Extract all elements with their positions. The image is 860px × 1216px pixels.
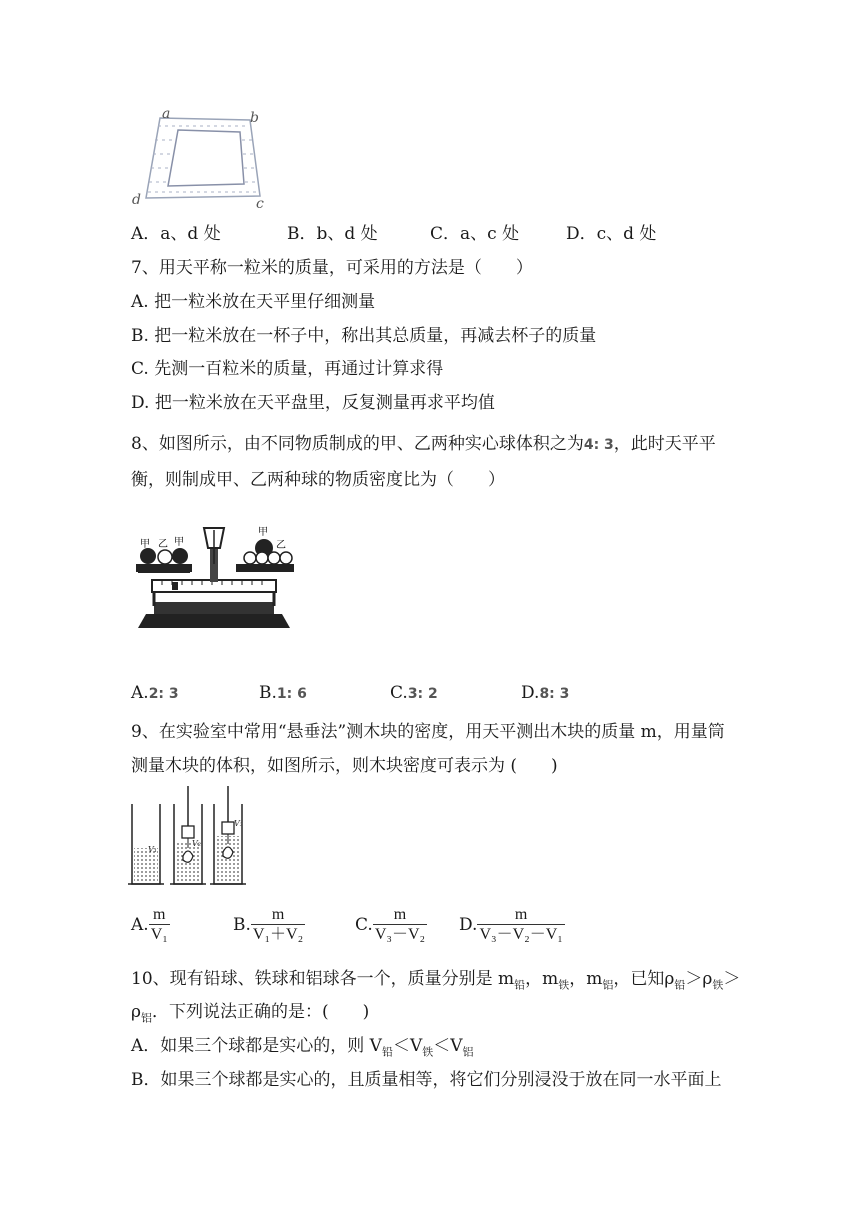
q8-volume-ratio: 4: 3 (583, 437, 614, 453)
q6-option-c[interactable]: C．a、c 处 (430, 224, 520, 244)
q6-option-b[interactable]: B．b、d 处 (287, 224, 378, 244)
graduated-cylinders-figure (128, 786, 256, 890)
q7-option-a[interactable]: A. 把一粒米放在天平里仔细测量 (131, 292, 376, 312)
q10-option-b[interactable]: B．如果三个球都是实心的，且质量相等，将它们分别浸没于放在同一水平面上 (131, 1070, 722, 1090)
q8-option-a[interactable]: A.2: 3 (131, 683, 179, 703)
q8-option-c[interactable]: C.3: 2 (390, 683, 438, 703)
q8-option-d[interactable]: D.8: 3 (521, 683, 570, 703)
label-d: d (132, 192, 141, 208)
q10-stem-line1: 10、现有铅球、铁球和铝球各一个，质量分别是 $m_铅$，$m_铁$，$m_铝$，已知$\rho_铅>\rho_铁>$ (131, 969, 741, 992)
left-label-yi: 乙 (158, 539, 168, 550)
trapezoid-frame-figure (128, 106, 278, 210)
left-label-jia-1: 甲 (140, 539, 150, 550)
q9-stem-line1: 9、在实验室中常用“悬垂法”测木块的密度，用天平测出木块的质量 m，用量筒 (131, 722, 725, 742)
q8-stem-line1: 8、如图所示，由不同物质制成的甲、乙两种实心球体积之为4: 3，此时天平平 (131, 434, 716, 454)
label-v3: V₃ (234, 819, 243, 828)
label-c: c (256, 196, 264, 210)
q7-stem: 7、用天平称一粒米的质量，可采用的方法是（ ） (131, 258, 533, 278)
q8-option-b[interactable]: B.1: 6 (259, 683, 307, 703)
q9-option-b[interactable]: B. $\frac{m}{\text{V₁＋V₂}}$ (233, 906, 304, 943)
q10-stem-line2: $\rho_铝$．下列说法正确的是：( ) (131, 1002, 370, 1025)
right-label-yi: 乙 (276, 540, 286, 551)
balance-scale-figure (132, 518, 296, 630)
label-v1: V₁ (148, 845, 157, 854)
q7-option-b[interactable]: B. 把一粒米放在一杯子中，称出其总质量，再减去杯子的质量 (131, 326, 597, 346)
q9-stem-line2: 测量木块的体积，如图所示，则木块密度可表示为 ( ) (131, 756, 558, 776)
q9-option-a[interactable]: A. $\frac{m}{\text{V₁}}$ (131, 906, 168, 943)
q6-option-a[interactable]: A．a、d 处 (131, 224, 221, 244)
label-b: b (250, 110, 259, 126)
q8-stem-line2: 衡，则制成甲、乙两种球的物质密度比为（ ） (131, 470, 505, 490)
q6-option-d[interactable]: D．c、d 处 (566, 224, 657, 244)
q7-option-d[interactable]: D. 把一粒米放在天平盘里，反复测量再求平均值 (131, 393, 495, 413)
q9-option-d[interactable]: D. $\frac{m}{\text{V₃－V₂－V₁}}$ (459, 906, 563, 943)
left-label-jia-2: 甲 (174, 537, 184, 548)
label-v2: V₂ (192, 839, 201, 848)
label-a: a (162, 106, 171, 122)
q10-option-a[interactable]: A．如果三个球都是实心的，则 $V_铅<V_铁<V_铝$ (131, 1036, 474, 1059)
q9-option-c[interactable]: C. $\frac{m}{\text{V₃－V₂}}$ (355, 906, 426, 943)
right-label-jia: 甲 (258, 527, 268, 538)
q7-option-c[interactable]: C. 先测一百粒米的质量，再通过计算求得 (131, 359, 444, 379)
